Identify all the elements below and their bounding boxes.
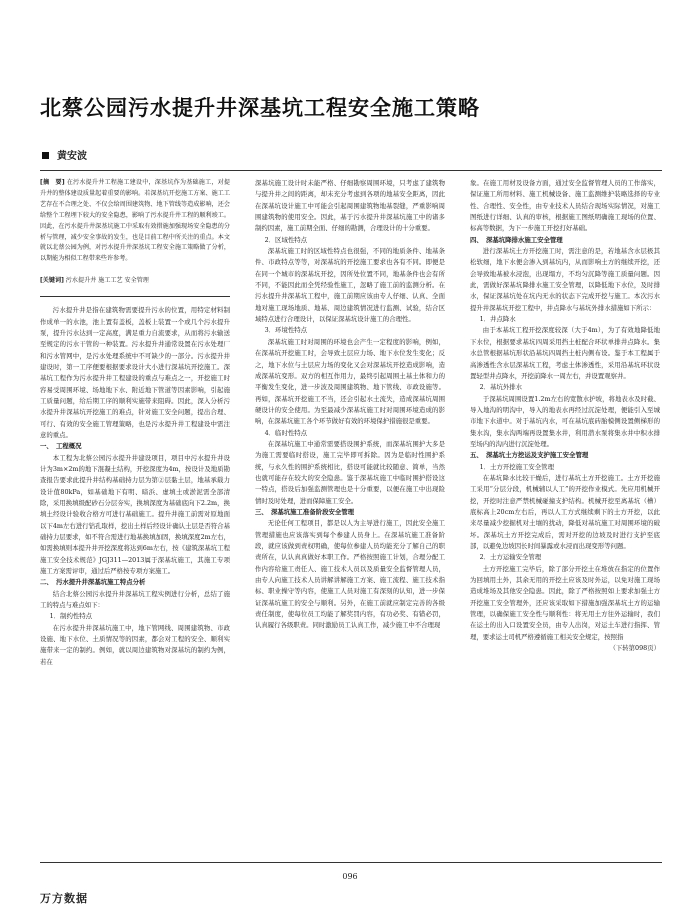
paragraph: 土方开挖施工完毕后，除了部分开挖土在堆放在指定的位置作为回填用土外，其余无用的开挖土应该及时外运，以免对施工现场造成堆场及其他安全隐患。因此，除了严格按照如上要求加强土方开挖施工安全管理外，还应该采取如下措施加强深基坑土方的运输管理，以确保施工安全性与顺利性：将无用土方往外运输时，我们在运土的出入口设置安全员，由专人出岗，对运土车进行指挥、管理，要求运土司机严格遵循施工相关安全规定，按照指 — [470, 564, 660, 641]
paragraph: 深基坑施工时对周围的环境也会产生一定程度的影响，例如，在深基坑开挖施工时，会导致土层应力场、地下水位发生变化；反之，地下水位与土层应力场的变化又会对深基坑开挖造成影响，造成深基坑变形。双方的相互作用力，最终引起周围土基土体和力的平衡发生变化，进一步波及周围建筑物、地下管线、市政设施等。再如，深基坑开挖施工不当，还会引起水土流失，造成深基坑周围硬设计的安全使用。为至最减少深基坑施工时对周围环境造成的影响，在深基坑施工各个环节做好有效的环境保护措施很是重要。 — [255, 337, 445, 426]
section-heading-5: 五、 深基坑土方挖运及支护施工安全管理 — [470, 451, 589, 460]
subheading: 4．临时性特点 — [264, 428, 308, 437]
abstract-text: 在污水提升井工程施工建设中，深基坑作为基础施工，对提升井的整体建设质量起着重要的影响。若深基坑开挖施工方案、施工工艺存在不合理之处、不仅会给周围建筑物、地下管线等造成影响，还会给整个工程埋下较大的安全隐患，影响了污水提升井工程的顺利竣工。因此，在污水提升井深基坑施工中采取有效措施加强现场安全隐患的分析与管理，减少安全事故的发生，也是目前工程中所关注的重点。本文就以北蔡公园为例，对污水提升井深基坑工程安全施工策略做了分析，以期能为相似工程带来些许参考。 — [40, 179, 230, 263]
paragraph: 在污水提升井深基坑施工中，地下管网线、周围建筑物、市政设施、地下水位、土质情况等的因素，都会对工程的安全、顺利实施带来一定的制约。例如，就以周边建筑物对深基坑的制约为例，若在 — [40, 623, 230, 666]
paragraph: 进行深基坑土方开挖施工时，需注意的是，若地基含水层极其松软细，地下水便会渗入到基坑内，从而影响土方的继续开挖，还会导致地基被水浸泡，出现塌方，不均匀沉降等施工质量问题。因此，需做好深基坑降排水施工安全管理，以降低地下水位，及时排水，保证深基坑处在坑内无水的状态下完成开挖与施工。本次污水提升井深基坑开挖工程中，井点降水与基坑外排水措施如下所示： — [470, 247, 660, 312]
section-heading-1: 一、 工程概况 — [40, 442, 82, 451]
subheading: 1．井点降水 — [479, 315, 516, 324]
section-heading-3: 三、 深基坑施工准备阶段安全管理 — [255, 507, 355, 516]
subheading: 2．土方运输安全管理 — [479, 553, 542, 562]
header-divider — [40, 170, 662, 171]
article-title: 北蔡公园污水提升井深基坑工程安全施工策略 — [40, 96, 480, 120]
paragraph: 深基坑施工设计时未能严格、仔细勘察周围环境，只考虑了建筑物与提升井之间的距离，却未充分考虑到各项的地基安全距离，因此在深基坑设计施工中可能会引起周围建筑物地基裂缝，严重影响周围建筑物的使用安全。因此，基于污水提升井深基坑施工中的诸多制约因素，施工前期全面、仔细的勘测，合理设计的十分重要。 — [255, 179, 445, 233]
paragraph: 象。在施工用材及设备方面，通过安全监督管理人员的工作落实，保证施工所用材料、施工机械设备、施工监测维护装略选择的专业性、合理性、安全性，由专业技术人员结合现场实际情况，对施工图纸进行详细、认真的审核，根据施工图纸明确施工现场的位置、标高等数据，为下一步施工开挖打好基础。 — [470, 179, 660, 233]
author-name: 黄安波 — [57, 151, 87, 162]
subheading: 2．区域性特点 — [264, 235, 308, 244]
section-heading-4: 四、 深基坑降排水施工安全管理 — [470, 235, 563, 244]
section-heading-2: 二、 污水提升井深基坑施工特点分析 — [40, 578, 146, 587]
column-1 — [40, 178, 230, 668]
page-number: 096 — [342, 872, 358, 881]
continued-note: （下转第098页） — [609, 644, 660, 653]
column-3 — [470, 178, 660, 654]
keywords — [40, 276, 230, 287]
paragraph: 由于本基坑工程开挖深度较深（大于4m），为了有效地降低地下水位，根据要求基坑四周采用挡土桩配合环状单排井点降水。集水总管根据基坑形状沿基坑四周挡土桩内侧布设。鉴于本工程属于高渗透性含水层深基坑工程，考虑土体渗透性，采用沿基坑环状设置轻型井点降水，开挖前降水一周左右，并设置观察井。 — [470, 326, 660, 380]
paragraph: 深基坑施工时的区域性特点也很强，不同的地质条件、地基条件、市政特点等等，对深基坑的开挖施工要求也各有不同。即便是在同一个城市的深基坑开挖，因所处位置不同，地基条件也会有所不同，不能因此而全凭经验性施工，忽略了施工前的监测分析。在污水提升井深基坑工程中，施工前期应该由专人仔细、认真、全面地对施工现场地质、地基、周边建筑情况进行监测、试验，结合区域特点进行合理设计，以保证深基坑设计施工的合理性。 — [255, 247, 445, 324]
column-2 — [255, 178, 445, 632]
subheading: 1．土方开挖施工安全管理 — [479, 462, 554, 471]
keywords-text: 污水提升井 施工工艺 安全管理 — [65, 277, 149, 285]
author-line — [42, 147, 87, 162]
intro-paragraph: 污水提升井是指在建筑物需要提升污水的位置，用特定材料制作成单一的水池，池上置有盖板，盖板上装置一个或几个污水提升泵，提升污水达到一定高度，满足重力自流要求，从而将污水输送至规定的污水干管的一种装置。污水提升井通常设置在污水处理厂和污水管网中，是污水处理系统中不可缺少的一部分。污水提升井建设时，第一工序便要根据要求设计大小进行深基坑开挖施工。深基坑工程作为污水提升井工程建设的重点与难点之一，开挖施工时容易受周围环境、场地地下水、附近地下管道等因素影响，引起施工质量问题，给后期工序的顺利实施带来阻碍。因此，深入分析污水提升井深基坑开挖施工的难点，针对施工安全问题，提出合理、可行、有效的安全施工管理策略，也是污水提升井工程建设中需注意的重点。 — [40, 306, 230, 439]
subheading: 1．制约性特点 — [49, 612, 93, 621]
keywords-label: [关键词] — [40, 277, 64, 285]
paragraph: 在基坑降水比较干燥后，进行基坑土方开挖施工。土方开挖施工采用“分层分段，机械辅以人工”的开挖作业模式。先应用机械开挖，开挖时注意严禁机械碰撞支护结构。机械开挖至离基坑（槽）底标高上20cm左右后，再以人工方式继续剩下的土方开挖，以此来尽量减少挖掘机对土壤的扰动，降低对基坑施工对周围环境的破坏。深基坑土方开挖完成后，需对开挖的边坡及时进行支护至底部，以避免边坡因长时间暴露或水浸而出现变形等问题。 — [470, 473, 660, 550]
abstract — [40, 178, 230, 265]
paragraph: 本工程为北蔡公园污水提升井建设项目，项目中污水提升井设计为3m×2m的地下混凝土结构，开挖深度为4m，按设计及地质勘查报告要求此提升井结构基础持力层为第②层黏土层，地基承载力设计值80kPa，如基础地下有明、暗浜、虚填土或淤泥需全部清除，采用换填级配砂石分层夯实，换填深度为基础底向下2.2m，换填土经设计验收合格方可进行基础施工。提升井施工前需对原地面以下4m左右进行钻孔取样，挖出土样后经设计确认土层是否符合基础持力层要求，如不符合需进行地基换填加固，换填深度2m左右，如需换填则本提升井开挖深度将达到6m左右，按《建筑深基坑工程施工安全技术规范》JGJ311—2013属于深基坑施工，其施工专项施工方案需评审，通过后严格按专项方案施工。 — [40, 453, 230, 576]
abstract-label: [摘 要] — [40, 179, 65, 186]
subheading: 2．基坑外排水 — [479, 383, 523, 392]
subheading: 3．环境性特点 — [264, 326, 308, 335]
abstract-divider — [40, 296, 230, 297]
paragraph: 于深基坑周围设置1.2m左右的宽散水护坡，将地表水及时截、导入地沟的明沟中，导入的地表水再经过沉淀处理，便能引入至城市地下水道中。对于基坑内水，可在基坑底砖胎模侧设置侧梯形的集水沟，集水沟两端再设置集水井，利用潜水泵将集水井中积水排至场内的沟内进行沉淀处理。 — [470, 394, 660, 448]
paragraph: 结合北蔡公园污水提升井深基坑工程实例进行分析，总结了施工的特点与难点如下： — [40, 589, 230, 610]
brand-watermark: 万方数据 — [40, 892, 88, 905]
paragraph: 无论任何工程项目，都是以人为主导进行施工，因此安全施工管理措施也应该落实到每个参建人员身上。在深基坑施工准备阶段，就应该做到责权明确，使每位参建人员均能充分了解自己的职责所在，认认真真做好本职工作。严格按照施工计划，合理分配工作内容给施工责任人、施工技术人员以及质量安全监督管理人员，由专人向施工技术人员讲解讲解施工方案、施工流程、施工技术指标、职业操守等内容，使施工人员对施工有深刻的认知，进一步保证深基坑施工的安全与顺利。另外，在施工前就应制定完善的各级责任制度，使每位员工均能了解奖罚内容，有功必奖、有错必罚，认真履行各级职责。同时激励员工认真工作，减少施工中不合理现 — [255, 519, 445, 630]
footer-divider — [40, 862, 662, 863]
paragraph: 在深基坑施工中通常需要搭设围护系统，而深基坑围护大多是为施工需要临时搭设，施工完毕即可拆除。因为是临时性围护系统，与永久性的围护系统相比，搭设可能就比较随意、简单，当然也就可能存在较大的安全隐患。鉴于深基坑施工中临时围护搭设这一特点，搭设后加强监测管理也是十分重要，以便在施工中出现险情时及时处理，进而保障施工安全。 — [255, 439, 445, 505]
square-bullet-icon — [42, 152, 49, 159]
